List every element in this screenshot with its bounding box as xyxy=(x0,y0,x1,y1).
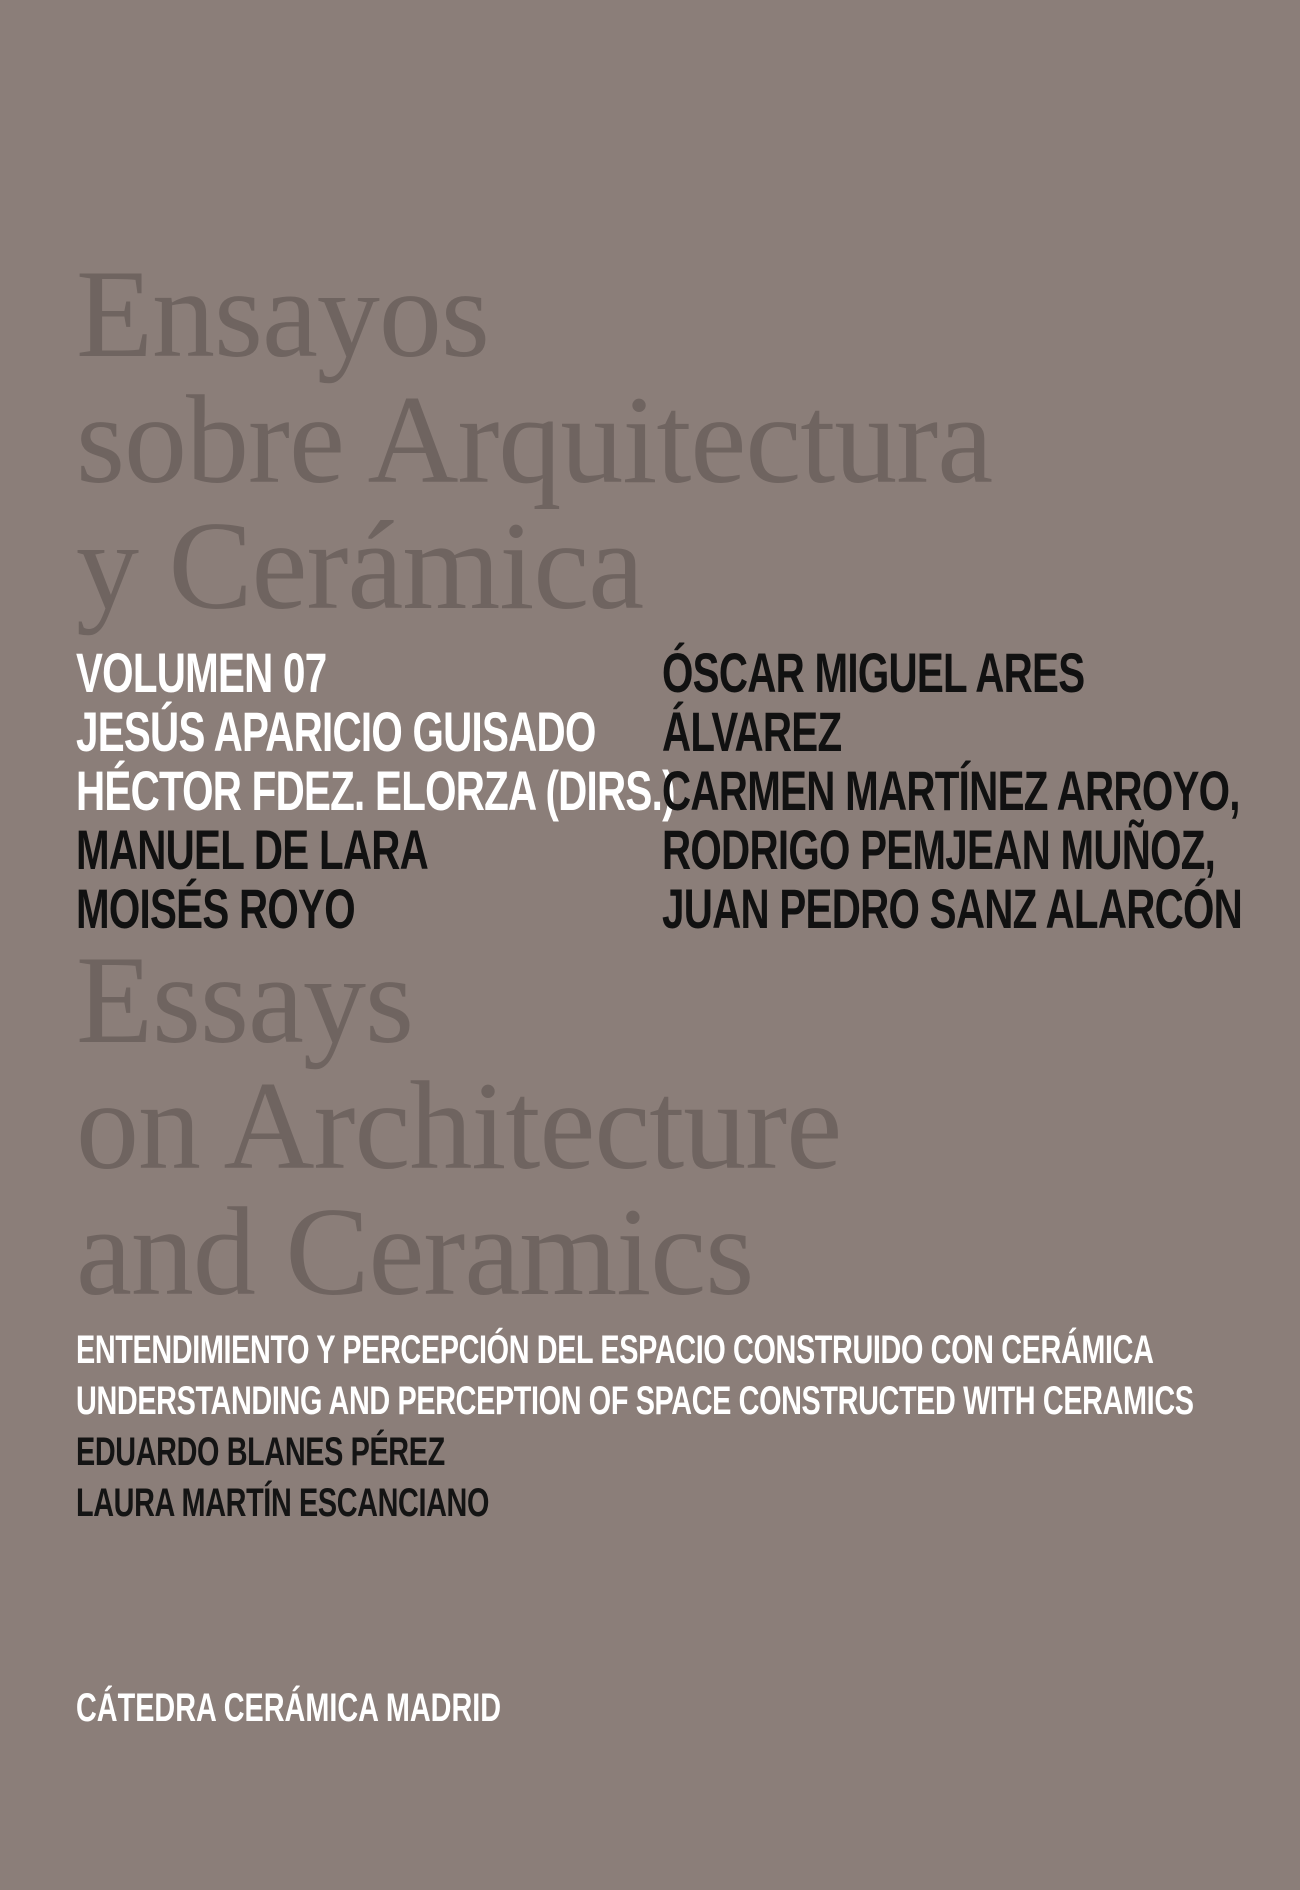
english-title-line-2: on Architecture xyxy=(76,1057,842,1196)
publisher-name: CÁTEDRA CERÁMICA MADRID xyxy=(76,1686,502,1730)
essay-author-2: LAURA MARTÍN ESCANCIANO xyxy=(76,1481,490,1525)
author-right-3: CARMEN MARTÍNEZ ARROYO, xyxy=(662,759,1240,822)
author-right-1: ÓSCAR MIGUEL ARES xyxy=(662,641,1085,704)
author-right-2: ÁLVAREZ xyxy=(662,700,842,763)
volume-label: VOLUMEN 07 xyxy=(76,641,327,704)
english-title-line-1: Essays xyxy=(76,931,413,1070)
spanish-title xyxy=(76,245,993,636)
volume-credits-right xyxy=(662,643,1242,938)
essay-author-1: EDUARDO BLANES PÉREZ xyxy=(76,1430,445,1474)
spanish-title-line-3: y Cerámica xyxy=(76,497,644,636)
english-title xyxy=(76,931,842,1322)
essay-title-spanish: ENTENDIMIENTO Y PERCEPCIÓN DEL ESPACIO CONSTRUIDO CON CERÁMICA xyxy=(76,1328,1154,1372)
essay-title-english: UNDERSTANDING AND PERCEPTION OF SPACE CONSTRUCTED WITH CERAMICS xyxy=(76,1379,1194,1423)
director-2: HÉCTOR FDEZ. ELORZA (DIRS.) xyxy=(76,759,675,822)
volume-credits-left xyxy=(76,643,675,938)
spanish-title-line-1: Ensayos xyxy=(76,245,489,384)
author-right-5: JUAN PEDRO SANZ ALARCÓN xyxy=(662,877,1243,940)
author-right-4: RODRIGO PEMJEAN MUÑOZ, xyxy=(662,818,1216,881)
director-1: JESÚS APARICIO GUISADO xyxy=(76,700,596,763)
author-left-1: MANUEL DE LARA xyxy=(76,818,429,881)
english-title-line-3: and Ceramics xyxy=(76,1183,754,1322)
essay-credits xyxy=(76,1325,1194,1529)
author-left-2: MOISÉS ROYO xyxy=(76,877,355,940)
spanish-title-line-2: sobre Arquitectura xyxy=(76,371,993,510)
